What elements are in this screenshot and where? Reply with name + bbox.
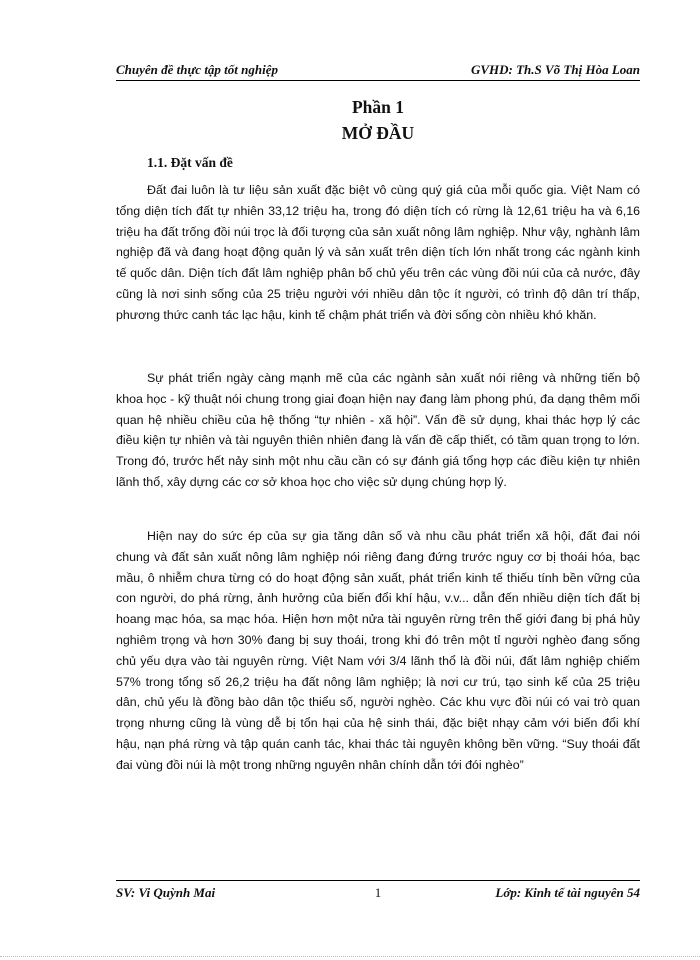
header-supervisor: GVHD: Th.S Võ Thị Hòa Loan xyxy=(470,62,640,77)
footer-student: SV: Vi Quỳnh Mai xyxy=(116,885,216,900)
part-subtitle: MỞ ĐẦU xyxy=(341,123,415,143)
page-boundary xyxy=(0,956,700,957)
header-topic: Chuyên đề thực tập tốt nghiệp xyxy=(116,62,278,77)
section-heading: 1.1. Đặt vấn đề xyxy=(147,155,233,170)
page-header xyxy=(116,60,640,81)
part-title: Phần 1 xyxy=(351,97,405,117)
paragraph-2: Sự phát triển ngày càng mạnh mẽ của các ngành sản xuất nói riêng và những tiến bộ khoa học - kỹ thuật nói chung trong giai đoạn hiện nay đang làm phong phú, đa dạng thêm mối quan hệ nhiều chiều của hệ thống “tự nhiên - xã hội”. Vấn đề sử dụng, khai thác hợp lý các điều kiện tự nhiên và tài nguyên thiên nhiên đang là vấn đề cấp thiết, có tầm quan trọng to lớn. Trong đó, trước hết nảy sinh một nhu cầu cần có sự đánh giá tổng hợp các điều kiện tự nhiên lãnh thổ, xây dựng các cơ sở khoa học cho việc sử dụng chúng hợp lý. xyxy=(116,371,640,489)
paragraph-3: Hiện nay do sức ép của sự gia tăng dân số và nhu cầu phát triển xã hội, đất đai nói chung và đất sản xuất nông lâm nghiệp nói riêng đang đứng trước nguy cơ bị thoái hóa, bạc mầu, ô nhiễm chưa từng có do hoạt động sản xuất, phát triển kinh tế thiếu tính bền vững của con người, do phá rừng, ảnh hưởng của biến đổi khí hậu, v.v... dẫn đến nhiều diện tích đất bị hoang mạc hóa, sa mạc hóa. Hiện hơn một nửa tài nguyên rừng trên thế giới đang bị phá hủy nghiêm trọng và hơn 30% đang bị suy thoái, trong khi đó trên một tỉ người nghèo đang sống chủ yếu dựa vào tài nguyên rừng. Việt Nam với 3/4 lãnh thổ là đồi núi, đất lâm nghiệp chiếm 57% trong tổng số 26,2 triệu ha đất nông lâm nghiệp; là nơi cư trú, tạo sinh kế của 25 triệu dân, chủ yếu là đồng bào dân tộc thiểu số, người nghèo. Các khu vực đồi núi có vai trò quan trọng nhưng cũng là vùng dễ bị tổn hại của hệ sinh thái, đặc biệt nhạy cảm với biến đổi khí hậu, nạn phá rừng và tập quán canh tác, khai thác tài nguyên không bền vững. “Suy thoái đất đai vùng đồi núi là một trong những nguyên nhân chính dẫn tới đói nghèo” xyxy=(116,529,640,772)
page-footer xyxy=(116,880,640,901)
page-number: 1 xyxy=(374,885,382,900)
footer-class: Lớp: Kinh tế tài nguyên 54 xyxy=(495,885,640,900)
paragraph-1: Đất đai luôn là tư liệu sản xuất đặc biệt vô cùng quý giá của mỗi quốc gia. Việt Nam có tổng diện tích đất tự nhiên 33,12 triệu ha, trong đó diện tích có rừng là 12,61 triệu ha và 6,16 triệu ha đất trống đồi núi trọc là đối tượng của sản xuất nông lâm nghiệp. Như vậy, nghành lâm nghiệp đã và đang hoạt động quản lý và sản xuất trên diện tích lớn nhất trong các ngành kinh tế quốc dân. Diện tích đất lâm nghiệp phân bố chủ yếu trên các vùng đồi núi của cả nước, đây cũng là nơi sinh sống của 25 triệu người với nhiều dân tộc ít người, có trình độ dân trí thấp, phương thức canh tác lạc hậu, kinh tế chậm phát triển và đời sống còn nhiều khó khăn. xyxy=(116,183,640,322)
